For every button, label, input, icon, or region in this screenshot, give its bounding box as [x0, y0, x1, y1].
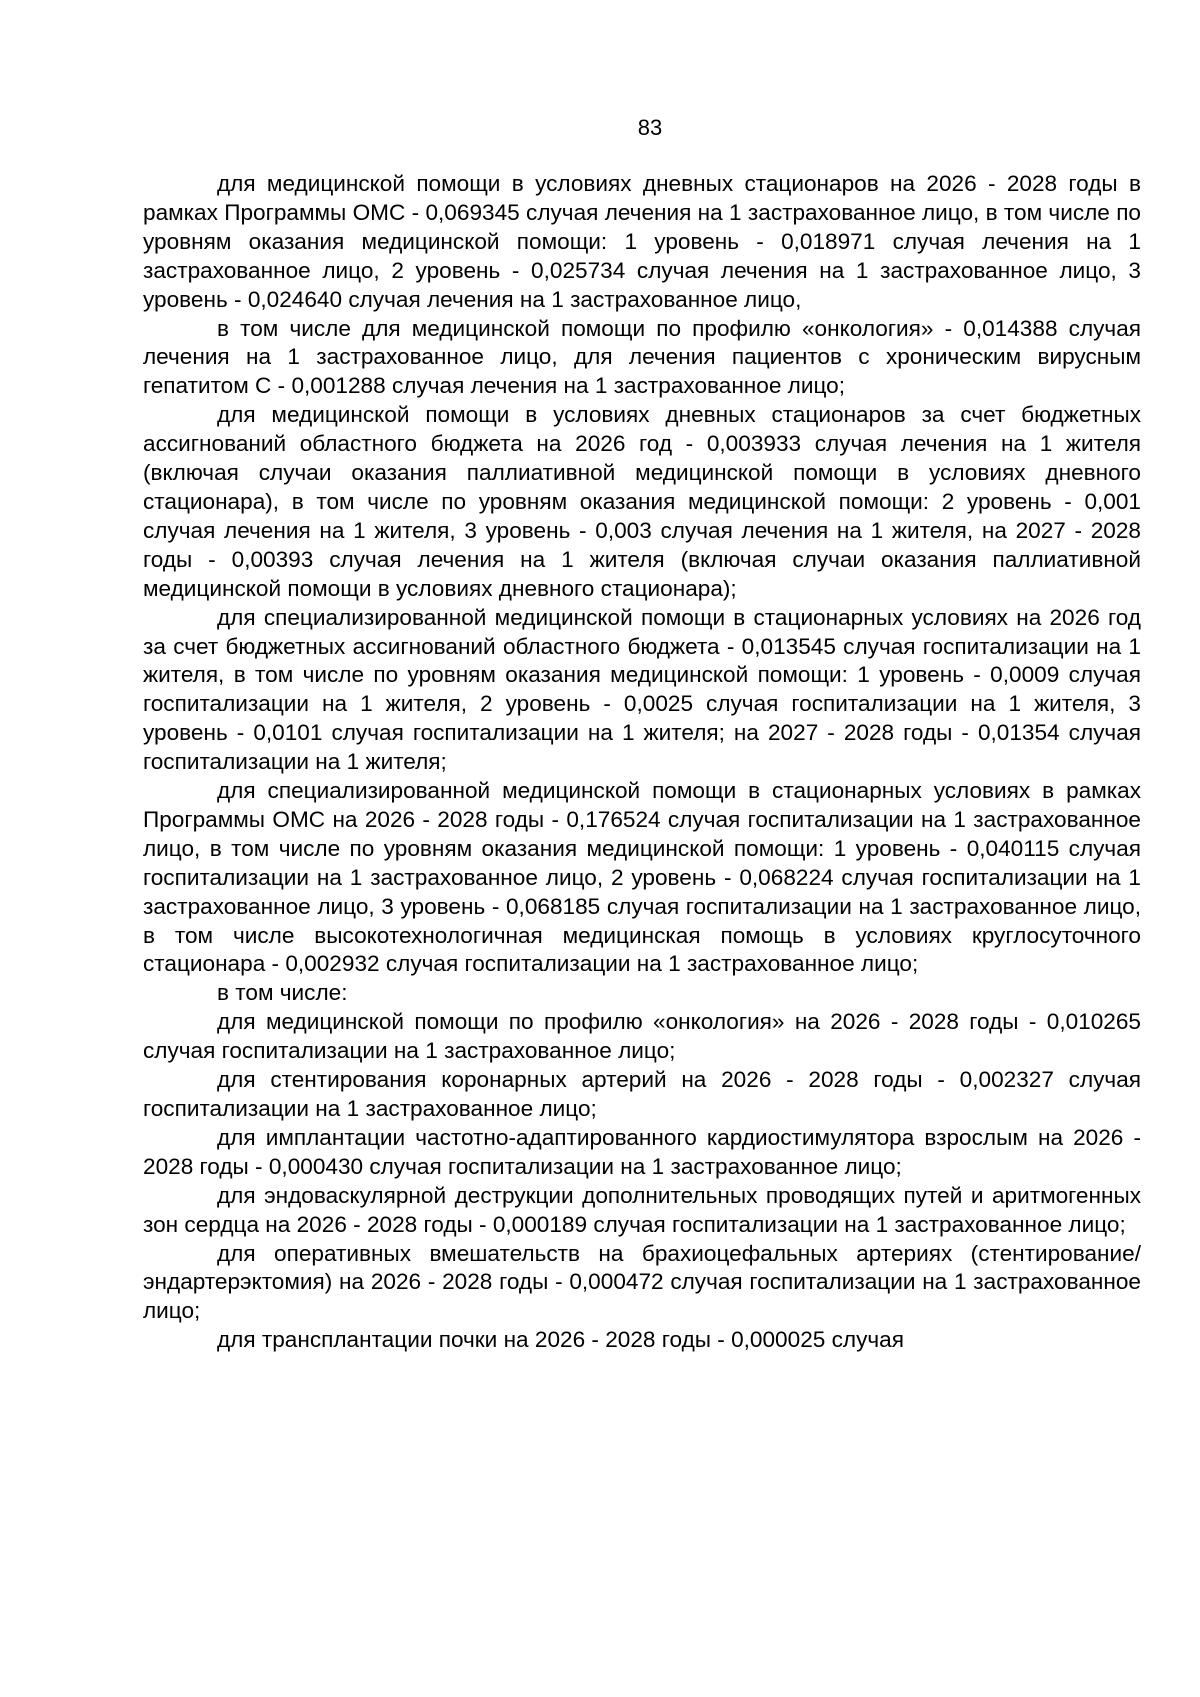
- paragraph-oncology-hepatitis: в том числе для медицинской помощи по профилю «онкология» - 0,014388 случая лечения на 1 застрахованное лицо, для лечения пациентов с хроническим вирусным гепатитом С - 0,001288 случая лечения на 1 застрахованное лицо;: [143, 315, 1141, 399]
- paragraph-coronary-stenting: для стентирования коронарных артерий на 2026 - 2028 годы - 0,002327 случая госпитализации на 1 застрахованное лицо;: [143, 1067, 1141, 1121]
- document-body: [143, 170, 1141, 1355]
- page-number: 83: [637, 115, 663, 140]
- paragraph-day-hospital-oms: для медицинской помощи в условиях дневных стационаров на 2026 - 2028 годы в рамках Программы ОМС - 0,069345 случая лечения на 1 застрахованное лицо, в том числе по уровням оказания медицинской помощи: 1 уровень - 0,018971 случая лечения на 1 застрахованное лицо, 2 уровень - 0,025734 случая лечения на 1 застрахованное лицо, 3 уровень - 0,024640 случая лечения на 1 застрахованное лицо,: [143, 171, 1141, 312]
- paragraph-endovascular-destruction: для эндоваскулярной деструкции дополнительных проводящих путей и аритмогенных зон сердца на 2026 - 2028 годы - 0,000189 случая госпитализации на 1 застрахованное лицо;: [143, 1182, 1141, 1237]
- paragraph-brachiocephalic: для оперативных вмешательств на брахиоцефальных артериях (стентирование/эндартерэктомия) на 2026 - 2028 годы - 0,000472 случая госпитализации на 1 застрахованное лицо;: [143, 1240, 1141, 1324]
- paragraph-oncology-hospitalization: для медицинской помощи по профилю «онкология» на 2026 - 2028 годы - 0,010265 случая госпитализации на 1 застрахованное лицо;: [143, 1009, 1141, 1064]
- paragraph-kidney-transplant: для трансплантации почки на 2026 - 2028 годы - 0,000025 случая: [217, 1327, 904, 1353]
- paragraph-day-hospital-regional: для медицинской помощи в условиях дневных стационаров за счет бюджетных ассигнований областного бюджета на 2026 год - 0,003933 случая лечения на 1 жителя (включая случаи оказания паллиативной медицинской помощи в условиях дневного стационара), в том числе по уровням оказания медицинской помощи: 2 уровень - 0,001 случая лечения на 1 жителя, 3 уровень - 0,003 случая лечения на 1 жителя, на 2027 - 2028 годы - 0,00393 случая лечения на 1 жителя (включая случаи оказания паллиативной медицинской помощи в условиях дневного стационара);: [143, 402, 1141, 601]
- paragraph-including: в том числе:: [217, 980, 348, 1006]
- paragraph-specialized-oms: для специализированной медицинской помощи в стационарных условиях в рамках Программы ОМС на 2026 - 2028 годы - 0,176524 случая госпитализации на 1 застрахованное лицо, в том числе по уровням оказания медицинской помощи: 1 уровень - 0,040115 случая госпитализации на 1 застрахованное лицо, 2 уровень - 0,068224 случая госпитализации на 1 застрахованное лицо, 3 уровень - 0,068185 случая госпитализации на 1 застрахованное лицо, в том числе высокотехнологичная медицинская помощь в условиях круглосуточного стационара - 0,002932 случая госпитализации на 1 застрахованное лицо;: [143, 778, 1141, 977]
- paragraph-specialized-regional: для специализированной медицинской помощи в стационарных условиях на 2026 год за счет бюджетных ассигнований областного бюджета - 0,013545 случая госпитализации на 1 жителя, в том числе по уровням оказания медицинской помощи: 1 уровень - 0,0009 случая госпитализации на 1 жителя, 2 уровень - 0,0025 случая госпитализации на 1 жителя, 3 уровень - 0,0101 случая госпитализации на 1 жителя; на 2027 - 2028 годы - 0,01354 случая госпитализации на 1 жителя;: [143, 604, 1141, 775]
- paragraph-pacemaker: для имплантации частотно-адаптированного кардиостимулятора взрослым на 2026 - 2028 годы - 0,000430 случая госпитализации на 1 застрахованное лицо;: [143, 1124, 1141, 1179]
